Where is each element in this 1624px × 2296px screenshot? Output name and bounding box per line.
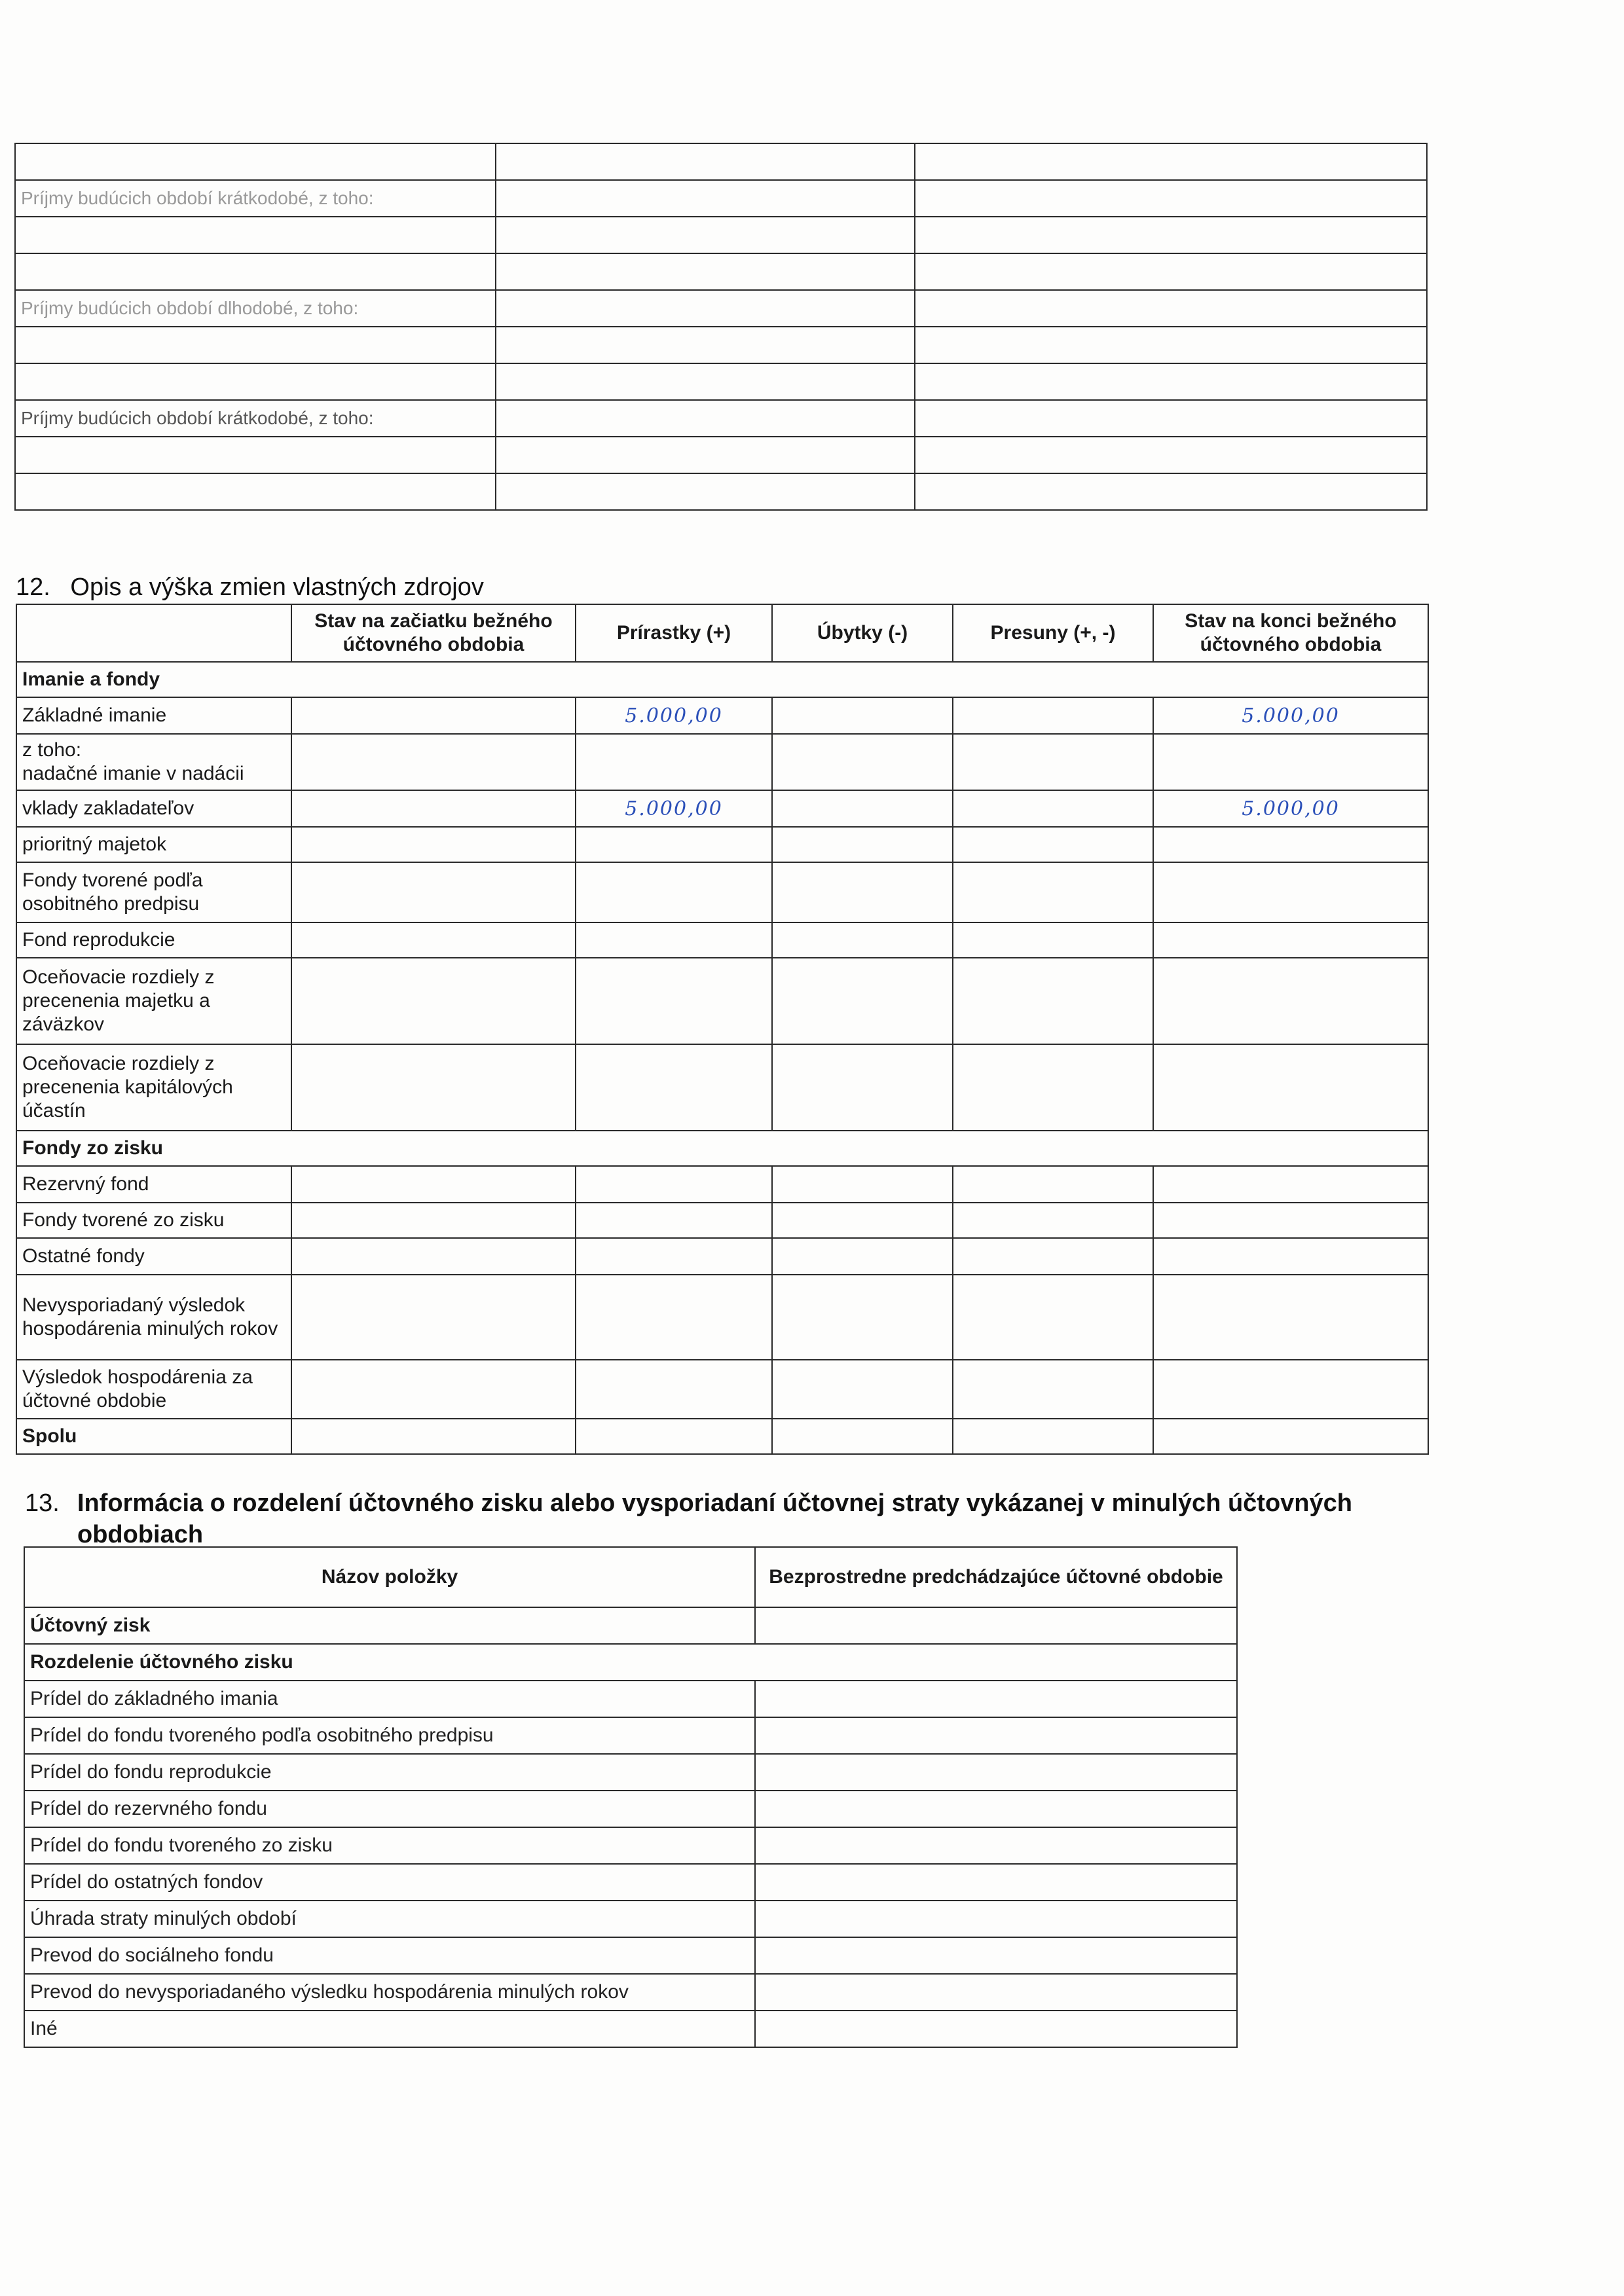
row-label: Prídel do fondu tvoreného podľa osobitného predpisu <box>24 1717 755 1754</box>
section-12-title <box>16 574 484 602</box>
table-row <box>16 1275 1428 1360</box>
table-row <box>16 1360 1428 1419</box>
table-row-total <box>16 1419 1428 1454</box>
table-row <box>16 1044 1428 1131</box>
row-label <box>15 327 496 363</box>
row-label: Fondy zo zisku <box>16 1131 1428 1166</box>
row-label: Účtovný zisk <box>24 1607 755 1644</box>
table-row <box>16 1203 1428 1238</box>
row-label: Ostatné fondy <box>16 1238 291 1275</box>
row-label: Príjmy budúcich období krátkodobé, z toho: <box>15 180 496 217</box>
table-row <box>16 958 1428 1044</box>
header-cell: Názov položky <box>24 1547 755 1607</box>
row-label <box>15 437 496 473</box>
section-13-title <box>25 1487 1413 1550</box>
table-row <box>24 1607 1237 1644</box>
row-label: Príjmy budúcich období dlhodobé, z toho: <box>15 290 496 327</box>
row-label: Prídel do fondu reprodukcie <box>24 1754 755 1791</box>
table-row <box>24 1864 1237 1901</box>
row-label: Nevysporiadaný výsledok hospodárenia minulých rokov <box>16 1275 291 1360</box>
section-number: 12. <box>16 574 50 601</box>
table-row <box>24 2011 1237 2047</box>
header-cell: Stav na začiatku bežného účtovného obdobia <box>291 604 576 662</box>
table-header-row <box>24 1547 1237 1607</box>
header-cell: Prírastky (+) <box>576 604 772 662</box>
table-rozdelenie-zisku <box>24 1546 1238 2048</box>
table-zmeny-vlastnych-zdrojov <box>16 604 1429 1455</box>
table-row <box>24 1901 1237 1937</box>
table-row <box>24 1754 1237 1791</box>
group-row <box>24 1644 1237 1681</box>
table-row <box>15 253 1427 290</box>
row-label: Základné imanie <box>16 697 291 734</box>
row-label: Prídel do základného imania <box>24 1681 755 1717</box>
table-row <box>15 473 1427 510</box>
handwritten-value: 5.000,00 <box>1153 697 1428 734</box>
table-row <box>15 290 1427 327</box>
table-row <box>16 1238 1428 1275</box>
row-label: Spolu <box>16 1419 291 1454</box>
table-row <box>16 734 1428 790</box>
table-row <box>15 327 1427 363</box>
row-label: Oceňovacie rozdiely z precenenia kapitálových účastín <box>16 1044 291 1131</box>
row-label: Výsledok hospodárenia za účtovné obdobie <box>16 1360 291 1419</box>
row-label: Iné <box>24 2011 755 2047</box>
row-label: Prevod do nevysporiadaného výsledku hospodárenia minulých rokov <box>24 1974 755 2011</box>
handwritten-value: 5.000,00 <box>576 790 772 827</box>
row-label: Príjmy budúcich období krátkodobé, z toho: <box>15 400 496 437</box>
row-label: Prídel do ostatných fondov <box>24 1864 755 1901</box>
table-row <box>24 1681 1237 1717</box>
section-title-text: Opis a výška zmien vlastných zdrojov <box>70 574 484 601</box>
section-number: 13. <box>25 1489 60 1517</box>
row-label: z toho: nadačné imanie v nadácii <box>16 734 291 790</box>
handwritten-value: 5.000,00 <box>1153 790 1428 827</box>
row-label <box>15 253 496 290</box>
table-row <box>24 1937 1237 1974</box>
row-label: Fond reprodukcie <box>16 922 291 958</box>
row-label: Rozdelenie účtovného zisku <box>24 1644 1237 1681</box>
table-prijmy-buducich-obdobi <box>14 143 1428 511</box>
row-label: Fondy tvorené zo zisku <box>16 1203 291 1238</box>
table-row <box>24 1827 1237 1864</box>
table-row <box>15 400 1427 437</box>
section-title-text: Informácia o rozdelení účtovného zisku alebo vysporiadaní účtovnej straty vykázanej v minulých účtovných <box>77 1489 1352 1517</box>
row-label: Prídel do fondu tvoreného zo zisku <box>24 1827 755 1864</box>
row-label: Úhrada straty minulých období <box>24 1901 755 1937</box>
table-row <box>16 697 1428 734</box>
row-label: Fondy tvorené podľa osobitného predpisu <box>16 862 291 922</box>
handwritten-value: 5.000,00 <box>576 697 772 734</box>
table-header-row <box>16 604 1428 662</box>
table-row <box>16 1166 1428 1203</box>
row-label <box>15 363 496 400</box>
table-row <box>24 1791 1237 1827</box>
header-cell: Stav na konci bežného účtovného obdobia <box>1153 604 1428 662</box>
table-row <box>16 922 1428 958</box>
row-label: Prídel do rezervného fondu <box>24 1791 755 1827</box>
table-row <box>15 217 1427 253</box>
section-title-text-cont: obdobiach <box>77 1521 204 1548</box>
table-row <box>24 1717 1237 1754</box>
table-row <box>16 827 1428 862</box>
row-label: vklady zakladateľov <box>16 790 291 827</box>
header-cell: Bezprostredne predchádzajúce účtovné obdobie <box>755 1547 1237 1607</box>
group-row <box>16 662 1428 697</box>
header-cell: Úbytky (-) <box>772 604 953 662</box>
table-row <box>24 1974 1237 2011</box>
table-row <box>15 363 1427 400</box>
row-label: Rezervný fond <box>16 1166 291 1203</box>
row-label <box>15 217 496 253</box>
table-row <box>15 180 1427 217</box>
group-row <box>16 1131 1428 1166</box>
table-row <box>16 862 1428 922</box>
table-row <box>15 437 1427 473</box>
header-cell: Presuny (+, -) <box>953 604 1153 662</box>
row-label: Oceňovacie rozdiely z precenenia majetku a záväzkov <box>16 958 291 1044</box>
row-label <box>15 473 496 510</box>
row-label: Imanie a fondy <box>16 662 1428 697</box>
row-label: prioritný majetok <box>16 827 291 862</box>
table-row <box>16 790 1428 827</box>
table-row <box>15 143 1427 180</box>
row-label <box>15 143 496 180</box>
header-cell <box>16 604 291 662</box>
row-label: Prevod do sociálneho fondu <box>24 1937 755 1974</box>
